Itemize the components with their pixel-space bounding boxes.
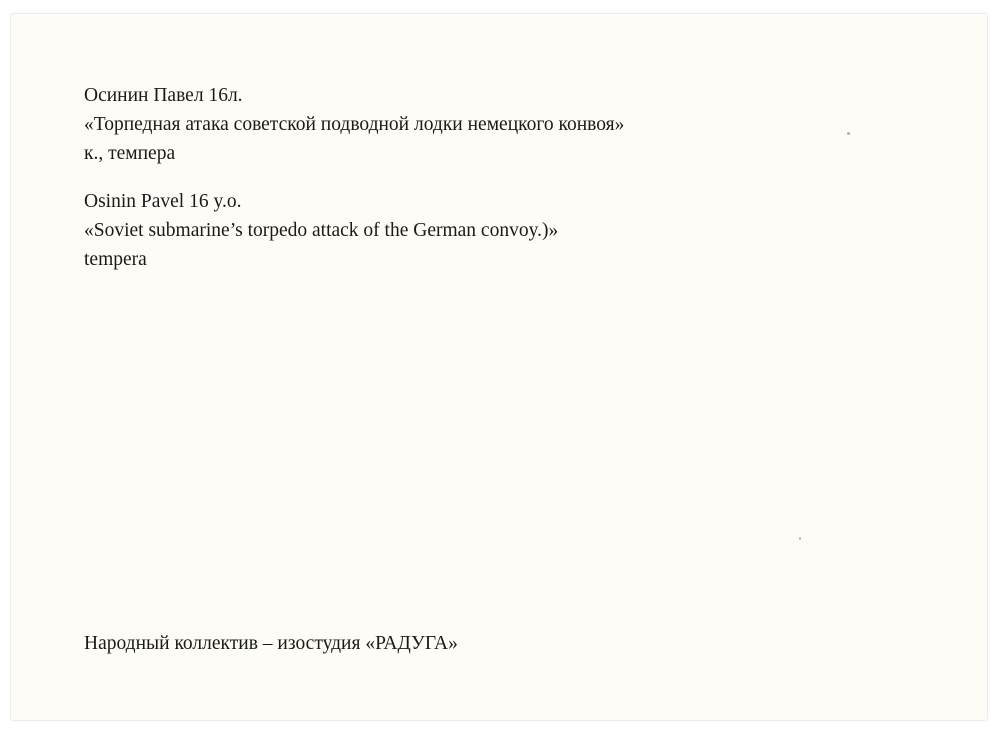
paper-speck <box>847 132 850 135</box>
studio-footer <box>84 629 458 658</box>
medium-ru: к., темпера <box>84 143 176 164</box>
artwork-title-ru: «Торпедная атака советской подводной лодки немецкого конвоя» <box>84 114 625 135</box>
studio-name: Народный коллектив – изостудия «РАДУГА» <box>84 633 458 654</box>
paper-speck <box>799 537 801 540</box>
artist-name-ru: Осинин Павел 16л. <box>84 85 243 106</box>
artwork-title-en: «Soviet submarine’s torpedo attack of the German convoy.)» <box>84 220 559 241</box>
medium-en: tempera <box>84 249 147 270</box>
russian-caption <box>84 81 624 168</box>
postcard-back <box>11 14 987 720</box>
english-caption <box>84 187 558 274</box>
artist-name-en: Osinin Pavel 16 y.o. <box>84 191 242 212</box>
